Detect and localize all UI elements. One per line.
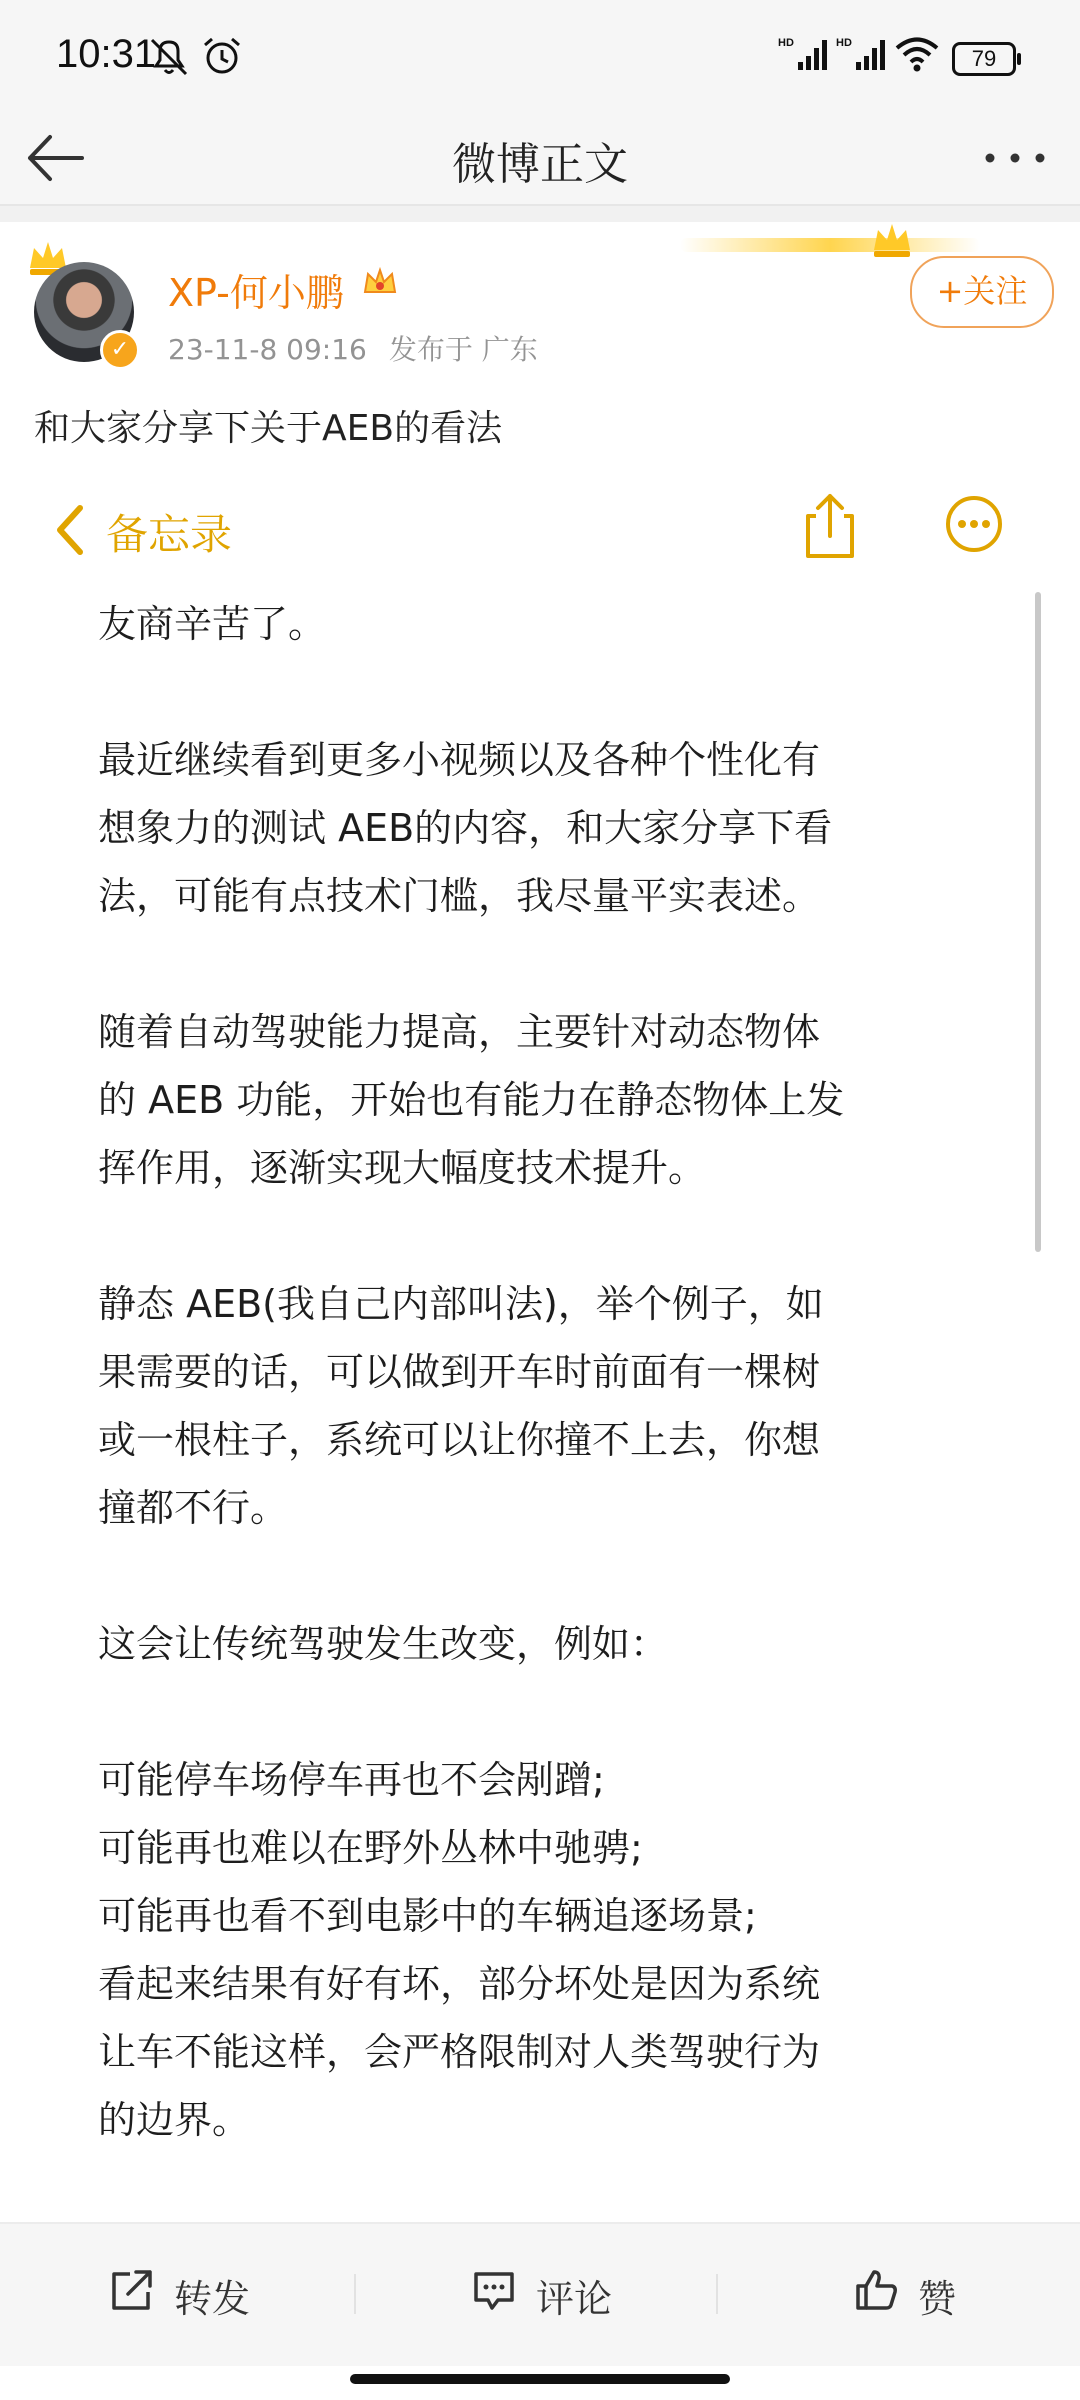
verified-icon: ✓ [100, 330, 140, 370]
svg-text:HD: HD [778, 37, 794, 49]
action-divider [716, 2274, 718, 2314]
memo-scrollbar[interactable] [1035, 592, 1041, 1252]
mute-icon [146, 34, 192, 78]
memo-paragraph: 随着自动驾驶能力提高，主要针对动态物体 的 AEB 功能，开始也有能力在静态物体上发 挥作用，逐渐实现大幅度技术提升。 [98, 1010, 845, 1190]
svg-text:HD: HD [836, 37, 852, 49]
battery-indicator: 79 [952, 42, 1016, 76]
memo-paragraph: 友商辛苦了。 [98, 602, 327, 646]
action-bar [0, 2222, 1080, 2366]
repost-icon [108, 2266, 156, 2314]
memo-back-icon [50, 500, 90, 560]
post-timestamp: 23-11-8 09:16 [168, 333, 367, 366]
memo-paragraph: 最近继续看到更多小视频以及各种个性化有 想象力的测试 AEB的内容，和大家分享下看 法，可能有点技术门槛，我尽量平实表述。 [98, 738, 833, 918]
follow-button[interactable]: +关注 [910, 256, 1054, 328]
more-icon[interactable] [970, 132, 1060, 184]
comment-icon [470, 2266, 518, 2314]
action-divider [354, 2274, 356, 2314]
like-icon [852, 2266, 900, 2314]
header-decoration [680, 238, 980, 252]
post-text: 和大家分享下关于AEB的看法 [34, 408, 503, 449]
signal-icon [778, 34, 830, 74]
repost-button[interactable] [108, 2260, 268, 2320]
crown-icon-right [870, 220, 914, 260]
post-meta [168, 328, 560, 368]
like-button[interactable] [852, 2260, 992, 2320]
memo-more-icon [944, 494, 1004, 554]
username[interactable]: XP-何小鹏 [168, 271, 344, 315]
nav-bar [0, 112, 1080, 206]
comment-button[interactable] [470, 2260, 630, 2320]
share-icon [800, 490, 860, 562]
memo-paragraph: 静态 AEB(我自己内部叫法)，举个例子，如 果需要的话，可以做到开车时前面有一棵树 或一根柱子，系统可以让你撞不上去，你想 撞都不行。 [98, 1282, 824, 1530]
memo-toolbar [0, 480, 1080, 580]
post-location: 发布于 广东 [388, 333, 538, 366]
like-label: 赞 [918, 2277, 957, 2321]
status-time: 10:31 [56, 32, 157, 76]
signal-icon-2 [836, 34, 888, 74]
alarm-icon [200, 34, 244, 78]
status-bar [0, 0, 1080, 112]
memo-title: 备忘录 [106, 510, 233, 559]
wifi-icon [894, 34, 940, 74]
home-indicator[interactable] [350, 2374, 730, 2384]
section-divider [0, 206, 1080, 222]
memo-paragraph: 可能停车场停车再也不会剐蹭; 可能再也难以在野外丛林中驰骋; 可能再也看不到电影中的车辆追逐场景; 看起来结果有好有坏，部分坏处是因为系统 让车不能这样，会严格限制对人类驾驶行为 的边界。 [98, 1758, 821, 2142]
memo-paragraph: 这会让传统驾驶发生改变，例如： [98, 1622, 669, 1666]
memo-body [98, 590, 978, 2222]
vip-crown-icon[interactable] [360, 264, 400, 302]
repost-label: 转发 [174, 2277, 251, 2321]
page-title: 微博正文 [452, 139, 628, 190]
comment-label: 评论 [536, 2277, 613, 2321]
